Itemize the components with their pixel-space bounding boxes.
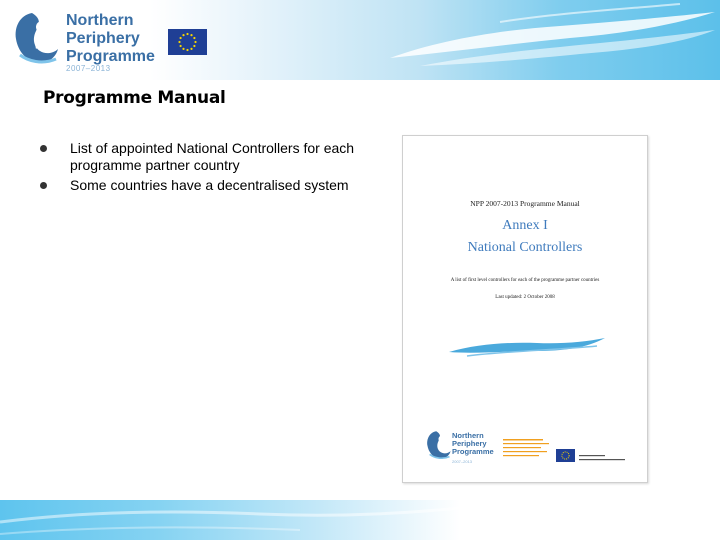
- footer-wave-decoration: [0, 500, 460, 540]
- thumbnail-logo-wordmark: [452, 432, 494, 456]
- manual-cover-thumbnail: [402, 135, 648, 483]
- thumbnail-updated: Last updated: 2 October 2008: [495, 295, 555, 300]
- thumbnail-logo-line-2: Periphery: [452, 439, 487, 448]
- npp-logo-icon: [12, 9, 62, 67]
- bullet-item: [40, 140, 370, 174]
- thumbnail-eu-flag-icon: [556, 449, 575, 462]
- logo-wordmark: [66, 12, 155, 66]
- thumbnail-heading: NPP 2007-2013 Programme Manual: [470, 199, 580, 208]
- logo-line-3: Programme: [66, 48, 155, 65]
- bullet-dot-icon: [40, 145, 47, 152]
- bullet-item: [40, 177, 370, 194]
- logo-years: 2007–2013: [66, 64, 111, 73]
- header-band: [0, 0, 720, 80]
- eu-flag-icon: [168, 29, 207, 55]
- thumbnail-annex: Annex I: [502, 218, 548, 233]
- bullet-text: List of appointed National Controllers for each programme partner country: [70, 140, 355, 173]
- bullet-dot-icon: [40, 182, 47, 189]
- thumbnail-wave-icon: [447, 334, 607, 360]
- thumbnail-npp-logo-icon: [425, 429, 453, 461]
- thumbnail-logo-years: 2007–2013: [452, 459, 473, 464]
- thumbnail-subtitle: National Controllers: [467, 240, 583, 255]
- thumbnail-logo-line-3: Programme: [452, 447, 494, 456]
- thumbnail-description: A list of first level controllers for each of the programme partner countries: [450, 278, 600, 283]
- bullet-list: [40, 140, 370, 197]
- thumbnail-eu-text-icon: [579, 454, 627, 464]
- header-wave-decoration: [380, 0, 720, 80]
- bullet-text: Some countries have a decentralised system: [70, 177, 349, 193]
- logo-line-2: Periphery: [66, 30, 140, 47]
- thumbnail-logo-line-1: Northern: [452, 431, 484, 440]
- slide-title: Programme Manual: [43, 88, 226, 108]
- footer-band: [0, 500, 720, 540]
- logo-line-1: Northern: [66, 12, 134, 29]
- thumbnail-fineprint-icon: [503, 438, 553, 462]
